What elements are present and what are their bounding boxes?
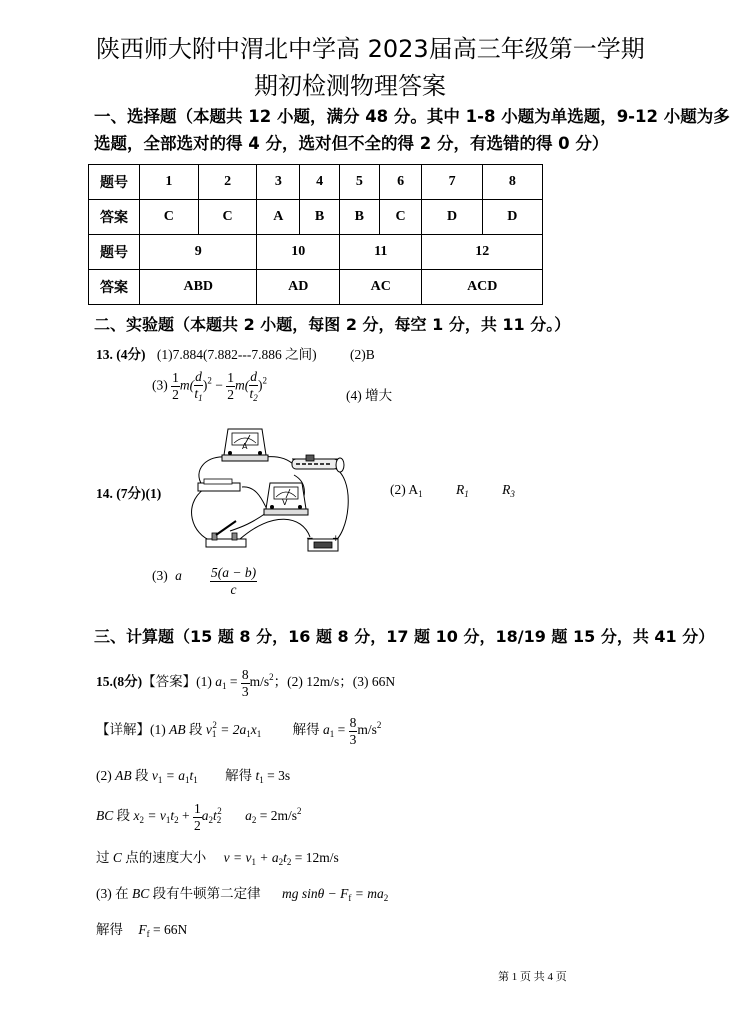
q15-newton-line — [96, 882, 388, 903]
q13-part-3-label: (3) — [152, 377, 168, 393]
table-cell: 11 — [339, 235, 422, 270]
part-3-label: (3) 在 — [96, 886, 132, 901]
a1-subscript: 1 — [185, 775, 190, 785]
newton-rhs: = ma — [351, 886, 384, 901]
switch-icon — [206, 521, 246, 547]
table-cell: 9 — [140, 235, 257, 270]
velocity-equation: v = v — [223, 850, 252, 865]
through-label: 过 — [96, 850, 113, 865]
wire — [332, 467, 348, 543]
square-exponent: 2 — [217, 806, 222, 817]
answer-label: 【答案】(1) — [142, 674, 212, 690]
half-fraction — [193, 802, 202, 832]
table-cell: 10 — [257, 235, 340, 270]
v-symbol: v — [151, 768, 158, 783]
table-cell: 答案 — [89, 200, 140, 235]
t-symbol: t — [194, 385, 199, 401]
square-exponent: 2 — [376, 720, 382, 731]
frac-den: 3 — [349, 731, 357, 747]
t-symbol: t — [255, 768, 260, 783]
friction-value: = 66N — [149, 922, 188, 937]
table-cell: D — [422, 200, 482, 235]
table-cell: 7 — [422, 165, 482, 200]
velocity-result: = 12m/s — [291, 850, 339, 865]
answer-table — [88, 164, 543, 305]
section-3-heading: 三、计算题（15 题 8 分，16 题 8 分，17 题 10 分，18/19 题 15 分，共 41 分） — [94, 627, 715, 646]
fraction — [210, 566, 257, 596]
square-exponent: 2 — [262, 375, 267, 386]
table-cell: C — [140, 200, 199, 235]
q15-velocity-line — [96, 846, 339, 867]
table-cell: 4 — [300, 165, 340, 200]
table-cell: 答案 — [89, 270, 140, 305]
r1-subscript: 1 — [464, 489, 469, 499]
title-line-1: 陕西师大附中渭北中学高 2023届高三年级第一学期 — [96, 35, 645, 63]
a2-value: = 2m/s — [256, 808, 298, 824]
wire — [192, 489, 212, 541]
q15-detail-2 — [96, 764, 290, 785]
a2-subscript: 2 — [251, 815, 257, 826]
q13-part-1: (1)7.884(7.882---7.886 之间) — [156, 347, 317, 362]
q15-final-line — [96, 918, 187, 939]
table-cell: AD — [257, 270, 340, 305]
battery-minus: − — [306, 534, 314, 544]
t1-subscript: 1 — [259, 775, 264, 785]
frac-den: c — [230, 581, 237, 597]
table-row — [89, 235, 543, 270]
t1-subscript: 1 — [193, 775, 198, 785]
t2-subscript: 2 — [174, 815, 179, 826]
a2-subscript: 2 — [383, 893, 389, 903]
q14-part-3-label: (3) — [152, 568, 168, 583]
a-symbol: a — [245, 808, 252, 824]
table-cell: AC — [339, 270, 422, 305]
frac-den: 2 — [194, 817, 201, 833]
a-symbol: a — [201, 808, 209, 824]
segment-ab: AB — [115, 768, 132, 783]
a1-subscript: 1 — [246, 729, 251, 740]
table-cell: B — [300, 200, 340, 235]
half-fraction — [226, 371, 235, 401]
q14-label-text: 14. (7分)(1) — [96, 486, 162, 501]
square-exponent: 2 — [269, 672, 274, 683]
equation: = v — [144, 808, 166, 824]
unit: m/s — [249, 674, 270, 690]
frac-den: 3 — [241, 683, 249, 699]
page-number: 第 1 页 共 4 页 — [498, 971, 567, 983]
table-cell: C — [198, 200, 257, 235]
q14-part-3 — [152, 568, 182, 584]
title-line-2: 期初检测物理答案 — [254, 72, 446, 100]
q14-part-2 — [390, 482, 515, 499]
q13-label: 13. (4分) — [96, 347, 146, 362]
paren-close: ) — [258, 377, 263, 393]
square-exponent: 2 — [212, 720, 217, 731]
t-symbol: t — [283, 850, 287, 865]
table-cell: 1 — [140, 165, 199, 200]
answers-2-3: ；(2) 12m/s；(3) 66N — [273, 674, 396, 690]
paren-close: ) — [202, 377, 208, 393]
segment-bc: BC — [96, 808, 114, 824]
newton-equation: mg sinθ − F — [282, 886, 349, 901]
ammeter-subscript: 1 — [418, 489, 423, 499]
mass-term: m( — [179, 377, 195, 393]
v1-subscript: 1 — [157, 775, 163, 785]
plus-sign: + — [178, 808, 194, 824]
unit: m/s — [357, 722, 377, 738]
d-over-t1 — [194, 370, 203, 403]
d-over-t2 — [249, 370, 258, 403]
t-symbol: t — [189, 768, 194, 783]
square-exponent: 2 — [297, 806, 302, 817]
x-symbol: x — [250, 722, 257, 738]
q13-formula — [152, 370, 267, 403]
equation: = 2a — [216, 722, 247, 738]
section-1-heading-line-2: 选题，全部选对的得 4 分，选对但不全的得 2 分，有选错的得 0 分） — [94, 134, 609, 153]
battery-plus: + — [332, 534, 340, 544]
q14-part-2-label: (2) A — [390, 482, 419, 497]
q13-line-1 — [96, 343, 375, 363]
mass-term: m( — [235, 377, 250, 393]
table-cell: 3 — [257, 165, 300, 200]
segment-ab: AB — [169, 722, 186, 738]
a1-subscript: 1 — [222, 681, 227, 692]
t-symbol: t — [170, 808, 175, 824]
fraction — [241, 668, 250, 698]
segment-word: 段 — [113, 808, 134, 824]
q14-label — [96, 482, 161, 502]
table-cell: 6 — [379, 165, 422, 200]
square-exponent: 2 — [207, 375, 212, 386]
q13-part-2: (2)B — [349, 347, 375, 362]
table-row — [89, 165, 543, 200]
frac-num: d — [195, 369, 202, 384]
a2-subscript: 2 — [208, 815, 214, 826]
a-symbol: a — [215, 674, 222, 690]
t2-subscript: 2 — [286, 857, 292, 867]
section-2-heading: 二、实验题（本题共 2 小题，每图 2 分，每空 1 分，共 11 分。） — [94, 315, 571, 334]
segment-word: 段 — [185, 722, 206, 738]
r-symbol: R — [502, 482, 511, 497]
segment-word: 段 — [131, 768, 152, 783]
frac-num: 1 — [194, 801, 201, 816]
part-label: (2) — [96, 768, 112, 783]
table-cell: 5 — [339, 165, 379, 200]
frac-den: 2 — [227, 386, 234, 402]
answer-a: a — [175, 568, 182, 583]
t2-subscript: 2 — [253, 392, 258, 403]
r3-subscript: 3 — [510, 489, 515, 499]
frac-num: 8 — [241, 667, 249, 682]
v-symbol: v — [205, 722, 212, 738]
r-symbol: R — [456, 482, 465, 497]
equals: = — [334, 722, 349, 738]
table-row — [89, 200, 543, 235]
table-cell: 题号 — [89, 235, 140, 270]
frac-num: 5(a − b) — [211, 565, 257, 580]
table-cell: 题号 — [89, 165, 140, 200]
table-cell: A — [257, 200, 300, 235]
circuit-diagram — [182, 415, 354, 555]
voltmeter-letter: V — [282, 498, 288, 507]
x1-subscript: 1 — [256, 729, 262, 740]
x2-subscript: 2 — [139, 815, 145, 826]
table-cell: B — [339, 200, 379, 235]
ammeter-letter: A — [242, 442, 248, 451]
q15-detail-1 — [96, 716, 381, 746]
frac-num: 1 — [172, 370, 179, 386]
q13-part-4: (4) 增大 — [346, 388, 393, 403]
frac-num: 1 — [227, 370, 234, 386]
t2-subscript: 2 — [216, 815, 222, 826]
equation: = a — [162, 768, 185, 783]
detail-label: 【详解】(1) — [96, 722, 166, 738]
q14-part-3-fraction — [210, 566, 257, 596]
solve-label: 解得 — [96, 922, 123, 937]
solve-label: 解得 — [292, 722, 323, 738]
frac-den: 2 — [172, 386, 179, 402]
table-cell: D — [482, 200, 542, 235]
friction-symbol: F — [138, 922, 147, 937]
table-cell: 8 — [482, 165, 542, 200]
section-1-heading-line-1: 一、选择题（本题共 12 小题，满分 48 分。其中 1-8 小题为单选题，9-12 小题为多 — [94, 107, 730, 126]
q15-answer-line — [96, 668, 395, 698]
equals: = — [226, 674, 241, 690]
table-cell: 12 — [422, 235, 543, 270]
segment-bc: BC — [132, 886, 150, 901]
table-cell: ACD — [422, 270, 543, 305]
f-subscript: f — [146, 929, 150, 939]
v1-subscript: 1 — [251, 857, 256, 867]
q15-label: 15.(8分) — [96, 674, 143, 690]
resistor-icon — [198, 479, 240, 491]
t1-subscript: 1 — [198, 392, 203, 403]
a-symbol: a — [323, 722, 330, 738]
t1-value: = 3s — [263, 768, 291, 783]
a1-subscript: 1 — [329, 729, 335, 740]
t-symbol: t — [213, 808, 217, 824]
plus-a: + a — [255, 850, 279, 865]
table-cell: 2 — [198, 165, 257, 200]
speed-text: 点的速度大小 — [121, 850, 207, 865]
q15-bc-line — [96, 802, 302, 832]
table-cell: ABD — [140, 270, 257, 305]
v1-subscript: 1 — [165, 815, 171, 826]
point-c: C — [112, 850, 122, 865]
frac-num: 8 — [349, 715, 357, 730]
table-cell: C — [379, 200, 422, 235]
a2-subscript: 2 — [278, 857, 284, 867]
solve-label: 解得 — [225, 768, 256, 783]
minus-sign: − — [215, 377, 223, 393]
table-row — [89, 270, 543, 305]
half-fraction — [171, 371, 180, 401]
f-subscript: f — [348, 893, 352, 903]
t-symbol: t — [249, 385, 254, 401]
v1-subscript: 1 — [211, 729, 217, 740]
x-symbol: x — [133, 808, 140, 824]
newton-law-text: 段有牛顿第二定律 — [149, 886, 261, 901]
frac-num: d — [250, 369, 257, 384]
